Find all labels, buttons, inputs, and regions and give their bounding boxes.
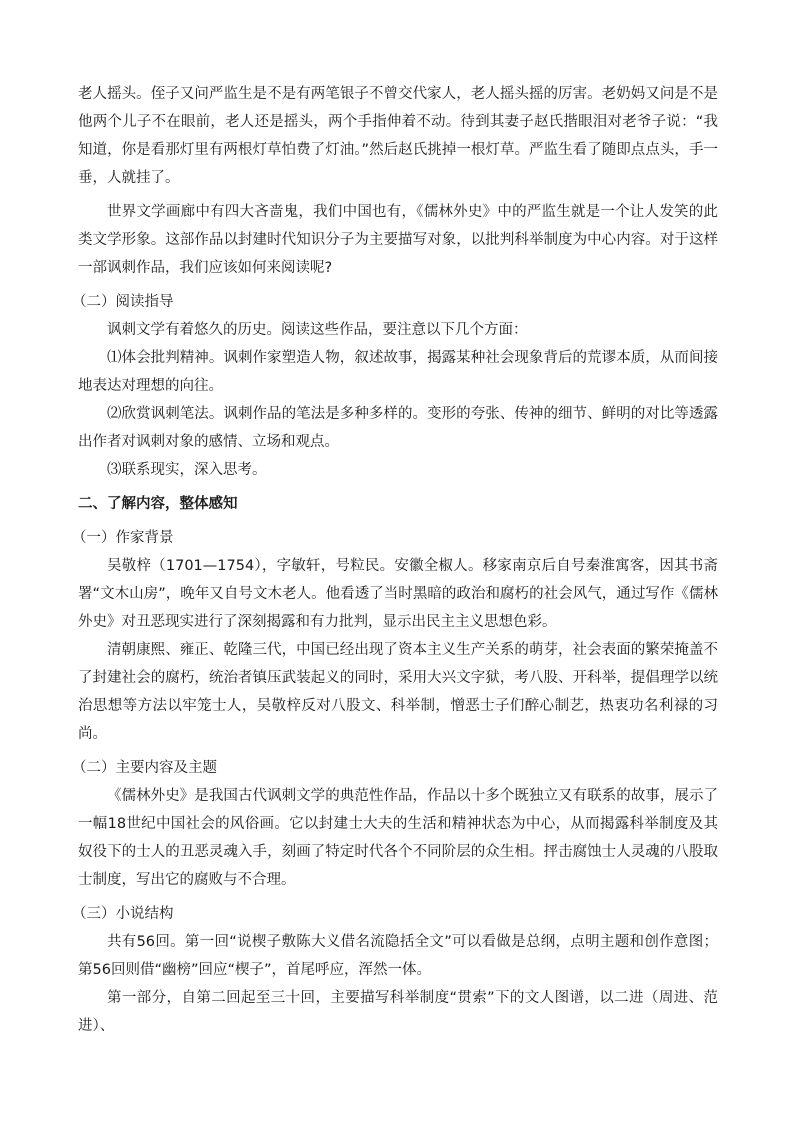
heading-section-2: 二、了解内容，整体感知: [78, 496, 238, 512]
paragraph-author-bio: 吴敬梓（1701—1754），字敏轩，号粒民。安徽全椒人。移家南京后自号秦淮寓客，因其书斋署“文木山房”，晚年又自号文木老人。他看透了当时黑暗的政治和腐朽的社会风气，通过写作《儒林外史》对丑恶现实进行了深刻揭露和有力批判，显示出民主主义思想色彩。: [78, 558, 718, 630]
heading-novel-structure: （三）小说结构: [72, 906, 174, 922]
paragraph-satire-history: 讽刺文学有着悠久的历史。阅读这些作品，要注意以下几个方面：: [107, 322, 528, 338]
paragraph-introduction: 世界文学画廊中有四大吝啬鬼，我们中国也有，《儒林外史》中的严监生就是一个让人发笑的此类文学形象。这部作品以封建时代知识分子为主要描写对象，以批判科举制度为中心内容。对于这样一部讽刺作品，我们应该如何来阅读呢?: [78, 204, 718, 276]
heading-content-theme: （二）主要内容及主题: [72, 760, 217, 776]
paragraph-yanjiansheng-ending: 老人摇头。侄子又问严监生是不是有两笔银子不曾交代家人，老人摇头摇的厉害。老奶妈又问是不是他两个儿子不在眼前，老人还是摇头，两个手指伸着不动。待到其妻子赵氏揩眼泪对老爷子说：“我知道，你是看那灯里有两根灯草怕费了灯油。”然后赵氏挑掉一根灯草。严监生看了随即点点头，手一垂，人就挂了。: [78, 86, 718, 186]
heading-reading-guide: （二）阅读指导: [72, 294, 174, 310]
paragraph-part-one: 第一部分，自第二回起至三十回，主要描写科举制度“贯索”下的文人图谱，以二进（周进、范进）、: [78, 990, 718, 1034]
document-body: [72, 80, 718, 1040]
paragraph-point-3: ⑶联系现实，深入思考。: [107, 462, 267, 478]
paragraph-chapter-count: 共有56回。第一回“说楔子敷陈大义借名流隐括全文”可以看做是总纲，点明主题和创作意图；第56回则借“幽榜”回应“楔子”，首尾呼应，浑然一体。: [78, 934, 718, 978]
paragraph-historical-context: 清朝康熙、雍正、乾隆三代，中国已经出现了资本主义生产关系的萌芽，社会表面的繁荣掩盖不了封建社会的腐朽，统治者镇压武装起义的同时，采用大兴文字狱，考八股、开科举，提倡理学以统治思想等方法以牢笼士人，吴敬梓反对八股文、科举制，憎恶士子们醉心制艺，热衷功名利禄的习尚。: [78, 642, 718, 742]
paragraph-content-theme: 《儒林外史》是我国古代讽刺文学的典范性作品，作品以十多个既独立又有联系的故事，展示了一幅18世纪中国社会的风俗画。它以封建士大夫的生活和精神状态为中心，从而揭露科举制度及其奴役下的士人的丑恶灵魂入手，刻画了特定时代各个不同阶层的众生相。抨击腐蚀士人灵魂的八股取士制度，写出它的腐败与不合理。: [78, 788, 718, 888]
paragraph-point-1: ⑴体会批判精神。讽刺作家塑造人物，叙述故事，揭露某种社会现象背后的荒谬本质，从而间接地表达对理想的向往。: [78, 350, 718, 394]
heading-author-background: （一）作家背景: [72, 530, 174, 546]
paragraph-point-2: ⑵欣赏讽刺笔法。讽刺作品的笔法是多种多样的。变形的夸张、传神的细节、鲜明的对比等透露出作者对讽刺对象的感情、立场和观点。: [78, 406, 718, 450]
